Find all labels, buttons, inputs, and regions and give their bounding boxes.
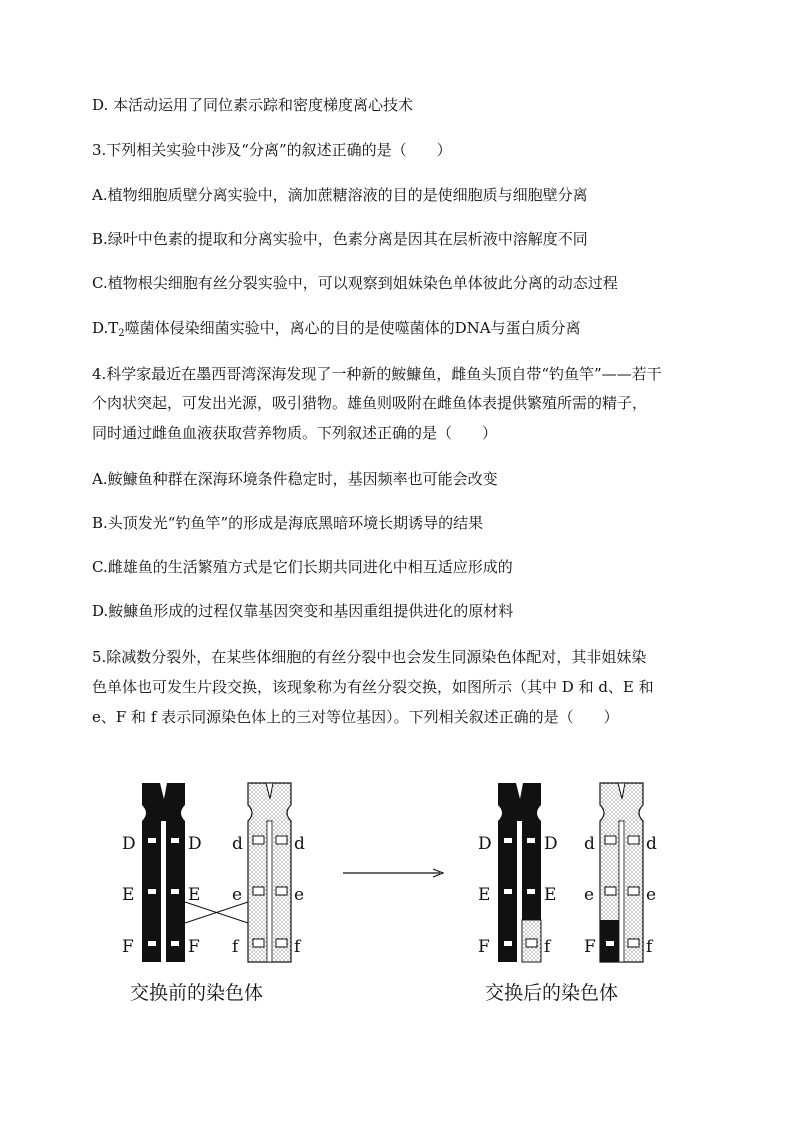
gene-label-E: E <box>122 885 135 905</box>
question-3-option-c: C.植物根尖细胞有丝分裂实验中，可以观察到姐妹染色单体彼此分离的动态过程 <box>92 274 618 292</box>
gene-label-D: D <box>122 834 136 854</box>
gene-label-e: e <box>584 885 595 905</box>
gene-label-e: e <box>232 885 243 905</box>
chromosome-black-after <box>498 783 541 962</box>
caption-after: 交换后的染色体 <box>485 982 619 1004</box>
question-4-stem-line-1: 4.科学家最近在墨西哥湾深海发现了一种新的鮟鱇鱼，雌鱼头顶自带“钓鱼竿”——若干 <box>92 365 662 383</box>
question-4-option-a: A.鮟鱇鱼种群在深海环境条件稳定时，基因频率也可能会改变 <box>92 470 498 488</box>
gene-label-d: d <box>232 834 243 854</box>
arrow-icon <box>343 869 443 877</box>
gene-label-F: F <box>584 937 596 957</box>
gene-label-d: d <box>584 834 595 854</box>
gene-label-F: F <box>478 937 490 957</box>
question-5-stem-line-2: 色单体也可发生片段交换，该现象称为有丝分裂交换，如图所示（其中 D 和 d、E 和 <box>92 678 654 696</box>
question-4-option-d: D.鮟鱇鱼形成的过程仅靠基因突变和基因重组提供进化的原材料 <box>92 602 514 620</box>
gene-label-E: E <box>544 885 557 905</box>
gene-label-f: f <box>544 937 551 957</box>
question-3-option-a: A.植物细胞质壁分离实验中，滴加蔗糖溶液的目的是使细胞质与细胞壁分离 <box>92 186 588 204</box>
question-4-stem-line-3: 同时通过雌鱼血液获取营养物质。下列叙述正确的是（ ） <box>92 424 498 442</box>
question-3-stem: 3.下列相关实验中涉及“分离”的叙述正确的是（ ） <box>92 141 452 159</box>
question-4-option-b: B.头顶发光“钓鱼竿”的形成是海底黑暗环境长期诱导的结果 <box>92 514 484 532</box>
question-5-stem-line-1: 5.除减数分裂外，在某些体细胞的有丝分裂中也会发生同源染色体配对，其非姐妹染 <box>92 648 647 666</box>
gene-label-E: E <box>188 885 201 905</box>
question-5-stem-line-3: e、F 和 f 表示同源染色体上的三对等位基因）。下列相关叙述正确的是（ ） <box>92 708 619 726</box>
gene-label-f: f <box>646 937 653 957</box>
chromosome-dotted-before <box>248 783 291 962</box>
gene-label-f: f <box>294 937 301 957</box>
gene-label-F: F <box>188 937 200 957</box>
option-d-prefix: D.T <box>92 319 119 337</box>
caption-before: 交换前的染色体 <box>130 982 264 1004</box>
option-d-text: 噬菌体侵染细菌实验中，离心的目的是使噬菌体的DNA与蛋白质分离 <box>124 319 581 337</box>
gene-label-E: E <box>478 885 491 905</box>
gene-label-D: D <box>478 834 492 854</box>
chromosome-dotted-after <box>600 783 643 962</box>
chromosome-exchange-figure <box>115 775 675 1015</box>
gene-label-D: D <box>544 834 558 854</box>
question-4-stem-line-2: 个肉状突起，可发出光源，吸引猎物。雄鱼则吸附在雌鱼体表提供繁殖所需的精子， <box>92 394 648 412</box>
gene-label-D: D <box>188 834 202 854</box>
chromosome-black-before <box>142 783 185 962</box>
option-d-subscript: 2 <box>118 328 125 339</box>
gene-label-e: e <box>646 885 657 905</box>
gene-label-d: d <box>646 834 657 854</box>
gene-label-d: d <box>294 834 305 854</box>
question-3-option-d <box>92 318 581 344</box>
gene-label-e: e <box>294 885 305 905</box>
question-4-option-c: C.雌雄鱼的生活繁殖方式是它们长期共同进化中相互适应形成的 <box>92 558 513 576</box>
gene-label-f: f <box>232 937 239 957</box>
question-3-option-b: B.绿叶中色素的提取和分离实验中，色素分离是因其在层析液中溶解度不同 <box>92 230 588 248</box>
gene-label-F: F <box>122 937 134 957</box>
text-line: D. 本活动运用了同位素示踪和密度梯度离心技术 <box>92 96 414 114</box>
